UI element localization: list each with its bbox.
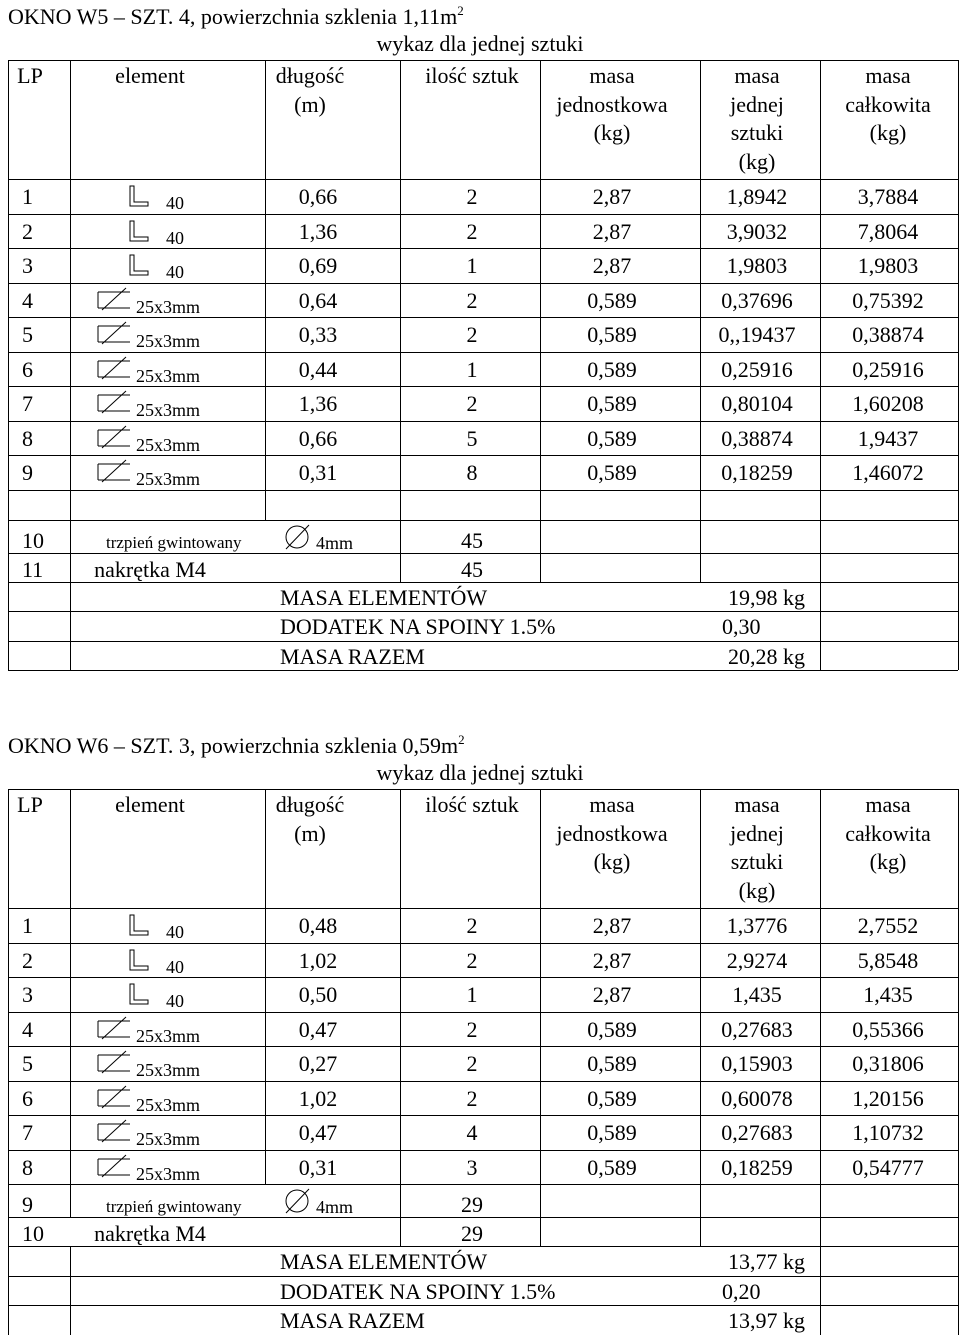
table-row-rule bbox=[8, 352, 958, 353]
rod-quantity: 45 bbox=[461, 527, 483, 553]
nut-quantity: 45 bbox=[461, 556, 483, 582]
row-profile-size: 40 bbox=[166, 262, 184, 282]
table-col-rule bbox=[400, 789, 401, 1246]
table-col-rule bbox=[70, 582, 71, 671]
table-col-rule bbox=[820, 1246, 821, 1335]
flat-bar-section-icon bbox=[96, 1118, 134, 1144]
row-length: 1,36 bbox=[298, 218, 338, 244]
rod-quantity: 29 bbox=[461, 1192, 483, 1217]
row-piece-mass: 0,37696 bbox=[721, 287, 793, 313]
angle-section-icon bbox=[128, 253, 150, 277]
row-total-mass: 1,60208 bbox=[852, 391, 924, 416]
table-left-rule bbox=[8, 789, 9, 1335]
diameter-icon bbox=[282, 522, 312, 552]
rod-diameter: 4mm bbox=[316, 1197, 354, 1217]
row-quantity: 2 bbox=[466, 218, 478, 244]
row-piece-mass: 0,38874 bbox=[721, 425, 793, 451]
row-total-mass: 0,55366 bbox=[852, 1016, 924, 1042]
flat-bar-section-icon bbox=[96, 1153, 134, 1179]
row-total-mass: 0,31806 bbox=[852, 1051, 924, 1076]
table-right-rule bbox=[958, 1184, 959, 1335]
row-total-mass: 0,25916 bbox=[852, 356, 924, 382]
row-piece-mass: 0,25916 bbox=[721, 356, 793, 382]
row-total-mass: 1,10732 bbox=[852, 1120, 924, 1145]
row-profile-size: 40 bbox=[166, 991, 184, 1011]
w6-subtitle: wykaz dla jednej sztuki bbox=[376, 760, 584, 785]
row-profile-size: 40 bbox=[166, 193, 184, 213]
row-profile-size: 25x3mm bbox=[136, 365, 201, 386]
summary-value: 19,98 kg bbox=[728, 584, 805, 610]
row-piece-mass: 0,27683 bbox=[721, 1120, 793, 1145]
row-unit-mass: 2,87 bbox=[592, 913, 632, 938]
header-total-mass-line: masa bbox=[865, 792, 911, 817]
table-col-rule bbox=[700, 60, 701, 582]
row-quantity: 2 bbox=[466, 1085, 478, 1111]
row-quantity: 3 bbox=[466, 1154, 478, 1180]
row-length: 0,50 bbox=[298, 982, 338, 1007]
row-profile-size: 25x3mm bbox=[136, 400, 201, 420]
row-length: 0,48 bbox=[298, 913, 338, 938]
row-lp: 8 bbox=[22, 425, 33, 451]
nut-label: nakrętka M4 bbox=[94, 1221, 206, 1246]
table-row-rule bbox=[8, 1046, 958, 1047]
row-quantity: 2 bbox=[466, 322, 478, 347]
row-unit-mass: 0,589 bbox=[587, 1154, 637, 1180]
angle-section-icon bbox=[128, 219, 150, 243]
row-piece-mass: 0,18259 bbox=[721, 460, 793, 485]
table-col-rule bbox=[540, 789, 541, 1246]
row-piece-mass: 0,18259 bbox=[721, 1154, 793, 1180]
row-lp: 9 bbox=[22, 1192, 33, 1217]
header-unit-mass-line: (kg) bbox=[593, 849, 631, 874]
row-total-mass: 1,46072 bbox=[852, 460, 924, 485]
row-total-mass: 0,38874 bbox=[852, 322, 924, 347]
summary-value: 13,77 kg bbox=[728, 1249, 805, 1274]
table-row-rule bbox=[8, 1081, 958, 1082]
angle-section-icon bbox=[128, 982, 150, 1006]
row-unit-mass: 0,589 bbox=[587, 1016, 637, 1042]
row-piece-mass: 0,60078 bbox=[721, 1085, 793, 1111]
table-right-rule bbox=[958, 60, 959, 670]
row-unit-mass: 0,589 bbox=[587, 287, 637, 313]
row-piece-mass: 1,435 bbox=[732, 982, 782, 1007]
header-total-mass-line: (kg) bbox=[869, 120, 907, 145]
row-quantity: 2 bbox=[466, 1051, 478, 1076]
row-piece-mass: 1,3776 bbox=[726, 913, 788, 938]
row-lp: 7 bbox=[22, 391, 33, 416]
table-row-rule bbox=[8, 317, 958, 318]
row-length: 1,36 bbox=[298, 391, 338, 416]
row-total-mass: 1,9803 bbox=[857, 253, 919, 278]
nut-quantity: 29 bbox=[461, 1221, 483, 1246]
row-profile-size: 25x3mm bbox=[136, 1025, 201, 1046]
table-col-rule bbox=[70, 60, 71, 553]
row-profile-size: 40 bbox=[166, 922, 184, 942]
header-piece-mass-line: jednej bbox=[730, 91, 784, 117]
row-total-mass: 3,7884 bbox=[857, 184, 919, 209]
row-quantity: 1 bbox=[466, 356, 478, 382]
row-quantity: 2 bbox=[466, 287, 478, 313]
table-row-rule bbox=[8, 1150, 958, 1151]
angle-section-icon bbox=[128, 184, 150, 208]
diameter-icon bbox=[282, 1186, 312, 1216]
table-col-rule bbox=[265, 789, 266, 1184]
row-piece-mass: 1,9803 bbox=[726, 253, 788, 278]
header-total-mass-line: całkowita bbox=[845, 820, 931, 846]
header-total-mass-line: całkowita bbox=[845, 91, 931, 117]
row-profile-size: 25x3mm bbox=[136, 1129, 201, 1149]
header-unit-mass-line: jednostkowa bbox=[556, 91, 668, 117]
row-length: 0,69 bbox=[298, 253, 338, 278]
row-profile-size: 25x3mm bbox=[136, 434, 201, 455]
table-col-rule bbox=[70, 553, 71, 582]
summary-value: 0,20 bbox=[722, 1278, 761, 1304]
row-length: 0,44 bbox=[298, 356, 338, 382]
row-lp: 6 bbox=[22, 1085, 33, 1111]
row-profile-size: 25x3mm bbox=[136, 331, 201, 351]
title-superscript: 2 bbox=[457, 3, 464, 18]
row-piece-mass: 2,9274 bbox=[726, 947, 788, 973]
row-length: 0,31 bbox=[298, 1154, 338, 1180]
row-piece-mass: 3,9032 bbox=[726, 218, 788, 244]
table-col-rule bbox=[700, 789, 701, 1246]
row-length: 0,27 bbox=[298, 1051, 338, 1076]
header-length-line: długość bbox=[275, 792, 345, 817]
row-profile-size: 25x3mm bbox=[136, 296, 201, 317]
header-lp: LP bbox=[17, 63, 43, 88]
table-row-rule bbox=[8, 490, 958, 491]
row-quantity: 2 bbox=[466, 391, 478, 416]
row-piece-mass: 0,27683 bbox=[721, 1016, 793, 1042]
flat-bar-section-icon bbox=[96, 389, 134, 415]
table-row-rule bbox=[8, 1184, 958, 1185]
table-right-rule bbox=[958, 789, 959, 1184]
row-lp: 5 bbox=[22, 322, 33, 347]
table-row-rule bbox=[8, 248, 958, 249]
summary-label: MASA ELEMENTÓW bbox=[280, 584, 488, 610]
row-quantity: 8 bbox=[466, 460, 478, 485]
header-piece-mass-line: sztuki bbox=[730, 849, 784, 874]
table-row-rule bbox=[8, 1305, 958, 1306]
header-piece-mass-line: (kg) bbox=[738, 148, 776, 174]
header-unit-mass-line: masa bbox=[589, 63, 635, 88]
summary-value: 20,28 kg bbox=[728, 643, 805, 669]
row-lp: 3 bbox=[22, 253, 33, 278]
summary-label: MASA RAZEM bbox=[280, 1308, 425, 1333]
row-unit-mass: 0,589 bbox=[587, 1085, 637, 1111]
table-col-rule bbox=[70, 789, 71, 1217]
table-row-rule bbox=[8, 641, 958, 642]
row-unit-mass: 0,589 bbox=[587, 425, 637, 451]
row-unit-mass: 2,87 bbox=[592, 947, 632, 973]
table-row-rule bbox=[8, 553, 958, 554]
row-lp: 7 bbox=[22, 1120, 33, 1145]
title-superscript: 2 bbox=[458, 732, 465, 747]
row-unit-mass: 0,589 bbox=[587, 322, 637, 347]
row-total-mass: 2,7552 bbox=[857, 913, 919, 938]
table-row-rule bbox=[8, 611, 958, 612]
header-piece-mass-line: sztuki bbox=[730, 120, 784, 145]
row-profile-size: 40 bbox=[166, 227, 184, 248]
angle-section-icon bbox=[128, 913, 150, 937]
row-unit-mass: 0,589 bbox=[587, 1120, 637, 1145]
row-quantity: 2 bbox=[466, 184, 478, 209]
row-length: 0,31 bbox=[298, 460, 338, 485]
row-unit-mass: 0,589 bbox=[587, 1051, 637, 1076]
rod-label: trzpień gwintowany bbox=[106, 1197, 242, 1216]
header-element: element bbox=[115, 63, 185, 88]
table-row-rule bbox=[8, 1012, 958, 1013]
table-col-rule bbox=[70, 1246, 71, 1335]
table-row-rule bbox=[8, 283, 958, 284]
table-col-rule bbox=[820, 789, 821, 1246]
row-length: 0,66 bbox=[298, 184, 338, 209]
row-piece-mass: 0,80104 bbox=[721, 391, 793, 416]
header-total-mass-line: (kg) bbox=[869, 849, 907, 874]
table-row-rule bbox=[8, 520, 958, 521]
row-quantity: 2 bbox=[466, 1016, 478, 1042]
table-row-rule bbox=[8, 582, 958, 583]
table-row-rule bbox=[8, 455, 958, 456]
row-length: 1,02 bbox=[298, 1085, 338, 1111]
w6-section-title bbox=[8, 732, 465, 758]
row-total-mass: 1,9437 bbox=[857, 425, 919, 451]
row-lp: 1 bbox=[22, 913, 33, 938]
row-profile-size: 25x3mm bbox=[136, 469, 201, 489]
row-total-mass: 0,75392 bbox=[852, 287, 924, 313]
table-row-rule bbox=[8, 943, 958, 944]
header-piece-mass-line: (kg) bbox=[738, 877, 776, 903]
row-lp: 2 bbox=[22, 947, 33, 973]
row-length: 0,47 bbox=[298, 1016, 338, 1042]
row-unit-mass: 2,87 bbox=[592, 982, 632, 1007]
row-unit-mass: 2,87 bbox=[592, 184, 632, 209]
row-total-mass: 5,8548 bbox=[857, 947, 919, 973]
rod-label: trzpień gwintowany bbox=[106, 532, 242, 552]
row-quantity: 2 bbox=[466, 913, 478, 938]
table-col-rule bbox=[265, 60, 266, 520]
flat-bar-section-icon bbox=[96, 320, 134, 346]
row-unit-mass: 0,589 bbox=[587, 356, 637, 382]
row-quantity: 5 bbox=[466, 425, 478, 451]
header-length-line: (m) bbox=[294, 820, 326, 846]
header-unit-mass-line: (kg) bbox=[593, 120, 631, 145]
row-length: 0,33 bbox=[298, 322, 338, 347]
title-text: OKNO W6 – SZT. 3, powierzchnia szklenia 0,59m bbox=[8, 733, 459, 758]
row-lp: 9 bbox=[22, 460, 33, 485]
flat-bar-section-icon bbox=[96, 286, 134, 312]
summary-label: MASA ELEMENTÓW bbox=[280, 1249, 488, 1274]
row-unit-mass: 2,87 bbox=[592, 253, 632, 278]
row-profile-size: 25x3mm bbox=[136, 1060, 201, 1080]
rod-diameter: 4mm bbox=[316, 532, 354, 553]
row-total-mass: 1,435 bbox=[863, 982, 913, 1007]
table-top-rule bbox=[8, 60, 958, 61]
header-piece-mass-line: masa bbox=[734, 792, 780, 817]
summary-label: DODATEK NA SPOINY 1.5% bbox=[280, 614, 556, 639]
table-col-rule bbox=[820, 60, 821, 582]
flat-bar-section-icon bbox=[96, 1084, 134, 1110]
row-total-mass: 7,8064 bbox=[857, 218, 919, 244]
row-length: 0,66 bbox=[298, 425, 338, 451]
w5-subtitle: wykaz dla jednej sztuki bbox=[376, 31, 584, 56]
row-quantity: 1 bbox=[466, 253, 478, 278]
table-row-rule bbox=[8, 214, 958, 215]
summary-label: MASA RAZEM bbox=[280, 643, 425, 669]
row-lp: 11 bbox=[22, 556, 44, 582]
row-profile-size: 25x3mm bbox=[136, 1094, 201, 1115]
header-quantity: ilość sztuk bbox=[425, 63, 519, 88]
table-col-rule bbox=[540, 60, 541, 582]
header-total-mass-line: masa bbox=[865, 63, 911, 88]
table-col-rule bbox=[820, 582, 821, 671]
table-row-rule bbox=[8, 1217, 958, 1218]
row-lp: 1 bbox=[22, 184, 33, 209]
row-quantity: 2 bbox=[466, 947, 478, 973]
nut-label: nakrętka M4 bbox=[94, 556, 206, 582]
row-lp: 10 bbox=[22, 527, 44, 553]
table-row-rule bbox=[8, 386, 958, 387]
header-unit-mass-line: masa bbox=[589, 792, 635, 817]
header-element: element bbox=[115, 792, 185, 817]
summary-label: DODATEK NA SPOINY 1.5% bbox=[280, 1278, 556, 1304]
row-lp: 5 bbox=[22, 1051, 33, 1076]
row-profile-size: 40 bbox=[166, 956, 184, 977]
row-length: 0,47 bbox=[298, 1120, 338, 1145]
flat-bar-section-icon bbox=[96, 1015, 134, 1041]
summary-value: 0,30 bbox=[722, 614, 761, 639]
row-lp: 10 bbox=[22, 1221, 44, 1246]
table-row-rule bbox=[8, 1276, 958, 1277]
flat-bar-section-icon bbox=[96, 458, 134, 484]
table-left-rule bbox=[8, 60, 9, 670]
header-unit-mass-line: jednostkowa bbox=[556, 820, 668, 846]
row-lp: 4 bbox=[22, 287, 33, 313]
header-piece-mass-line: masa bbox=[734, 63, 780, 88]
row-unit-mass: 2,87 bbox=[592, 218, 632, 244]
row-total-mass: 0,54777 bbox=[852, 1154, 924, 1180]
table-row-rule bbox=[8, 670, 958, 671]
table-row-rule bbox=[8, 977, 958, 978]
row-length: 1,02 bbox=[298, 947, 338, 973]
w5-section-title bbox=[8, 3, 464, 29]
row-lp: 3 bbox=[22, 982, 33, 1007]
table-row-rule bbox=[8, 1246, 958, 1247]
row-quantity: 4 bbox=[466, 1120, 478, 1145]
row-length: 0,64 bbox=[298, 287, 338, 313]
table-col-rule bbox=[400, 60, 401, 582]
flat-bar-section-icon bbox=[96, 1049, 134, 1075]
flat-bar-section-icon bbox=[96, 355, 134, 381]
row-piece-mass: 0,15903 bbox=[721, 1051, 793, 1076]
row-total-mass: 1,20156 bbox=[852, 1085, 924, 1111]
summary-value: 13,97 kg bbox=[728, 1308, 805, 1333]
row-lp: 4 bbox=[22, 1016, 33, 1042]
table-row-rule bbox=[8, 421, 958, 422]
row-lp: 2 bbox=[22, 218, 33, 244]
table-header-rule bbox=[8, 179, 958, 180]
row-unit-mass: 0,589 bbox=[587, 391, 637, 416]
row-piece-mass: 1,8942 bbox=[726, 184, 788, 209]
flat-bar-section-icon bbox=[96, 424, 134, 450]
row-quantity: 1 bbox=[466, 982, 478, 1007]
header-lp: LP bbox=[17, 792, 43, 817]
table-top-rule bbox=[8, 789, 958, 790]
row-lp: 8 bbox=[22, 1154, 33, 1180]
row-unit-mass: 0,589 bbox=[587, 460, 637, 485]
header-length-line: (m) bbox=[294, 91, 326, 117]
header-quantity: ilość sztuk bbox=[425, 792, 519, 817]
header-length-line: długość bbox=[275, 63, 345, 88]
angle-section-icon bbox=[128, 948, 150, 972]
row-piece-mass: 0,,19437 bbox=[718, 322, 796, 347]
title-text: OKNO W5 – SZT. 4, powierzchnia szklenia 1,11m bbox=[8, 4, 458, 29]
header-piece-mass-line: jednej bbox=[730, 820, 784, 846]
table-row-rule bbox=[8, 1115, 958, 1116]
table-header-rule bbox=[8, 908, 958, 909]
row-lp: 6 bbox=[22, 356, 33, 382]
row-profile-size: 25x3mm bbox=[136, 1163, 201, 1184]
